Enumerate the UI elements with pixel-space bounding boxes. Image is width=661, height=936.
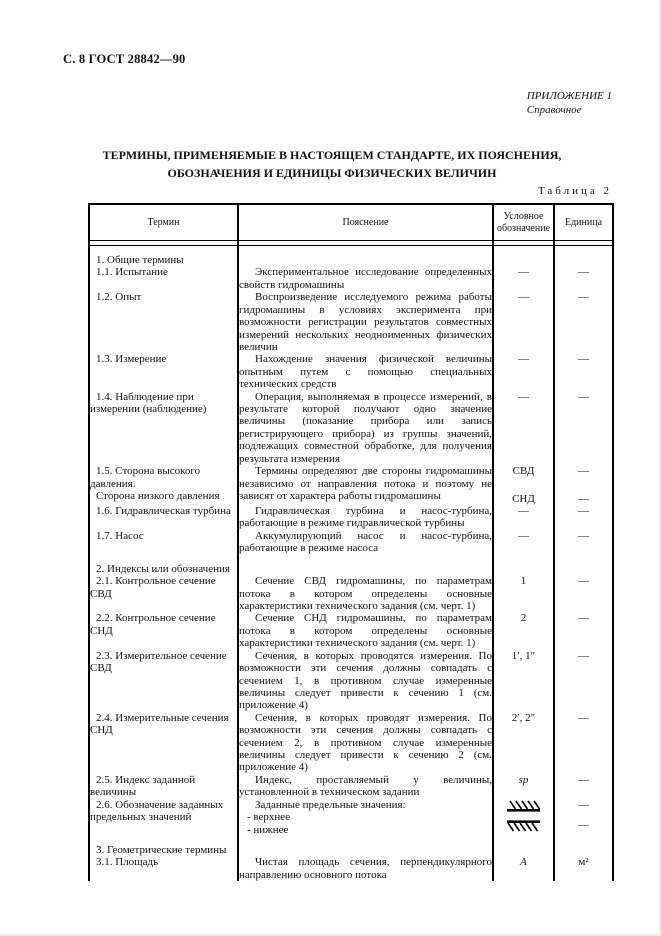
explanation: Сечение СНД гидромашины, по параметрам потока в котором определены основные характеристики технического задания (см. черт. 1) bbox=[239, 612, 492, 650]
term: 1.7. Насос bbox=[96, 529, 144, 542]
unit: — bbox=[554, 505, 613, 530]
header-unit: Единица bbox=[554, 204, 613, 241]
table-row bbox=[89, 465, 613, 505]
unit: — bbox=[554, 291, 613, 353]
unit: — bbox=[554, 774, 613, 799]
table-row bbox=[89, 505, 613, 530]
symbol: — bbox=[493, 530, 554, 555]
table-row bbox=[89, 836, 613, 856]
explanation: Сечения, в которых проводят измерения. По возможности эти сечения должны совпадать с сечением 2, в противном случае измеренные величины следует привести к сечению 2 (см. приложение 4) bbox=[239, 711, 492, 774]
explanation: Нахождение значения физической величины опытным путем с помощью специальных технических средств bbox=[239, 353, 492, 391]
terms-table bbox=[88, 203, 614, 881]
table-row bbox=[89, 774, 613, 799]
section-title: 2. Индексы или обозначения bbox=[96, 562, 230, 575]
table-row bbox=[89, 266, 613, 291]
table-row bbox=[89, 799, 613, 836]
table-row bbox=[89, 650, 613, 712]
explanation: Экспериментальное исследование определенных свойств гидромашины bbox=[239, 266, 492, 291]
symbol: 2′, 2″ bbox=[493, 712, 554, 774]
explanation: Гидравлическая турбина и насос-турбина, работающие в режиме гидравлической турбины bbox=[239, 505, 492, 530]
explanation: Воспроизведение исследуемого режима работы гидромашины в условиях эксперимента при возможности регистрации результатов совместных измерений нескольких неодноименных физических величин bbox=[239, 291, 492, 353]
term: 2.6. Обозначение заданных предельных значений bbox=[90, 798, 224, 824]
table-row bbox=[89, 712, 613, 774]
unit: — bbox=[554, 650, 613, 712]
unit: — bbox=[554, 353, 613, 390]
symbol: — bbox=[493, 391, 554, 466]
explanation: Сечение СВД гидромашины, по параметрам потока в котором определены основные характеристики технического задания (см. черт. 1) bbox=[239, 575, 492, 612]
unit: м² bbox=[554, 856, 613, 881]
term: 2.1. Контрольное сечение СВД bbox=[90, 575, 216, 600]
term: 2.3. Измерительное сечение СВД bbox=[90, 649, 227, 675]
table-row bbox=[89, 291, 613, 353]
section-title: 1. Общие термины bbox=[96, 254, 184, 266]
symbol: — bbox=[493, 353, 554, 390]
lower-limit-hatch-icon bbox=[506, 819, 542, 832]
symbol: 1′, 1″ bbox=[493, 650, 554, 712]
header-term: Термин bbox=[89, 204, 238, 241]
section-title: 3. Геометрические термины bbox=[96, 843, 227, 856]
symbol: СВД bbox=[512, 465, 535, 478]
symbol: sp bbox=[518, 773, 529, 786]
header-symbol: Условное обозначение bbox=[493, 204, 554, 241]
table-row bbox=[89, 391, 613, 466]
upper-limit-hatch-icon bbox=[506, 800, 542, 813]
table-row bbox=[89, 612, 613, 649]
page-header: С. 8 ГОСТ 28842—90 bbox=[63, 52, 186, 66]
term: 1.4. Наблюдение при измерении (наблюдение) bbox=[90, 390, 207, 416]
term: 1.2. Опыт bbox=[96, 291, 142, 304]
explanation-item: - нижнее bbox=[247, 823, 289, 836]
term: 2.4. Измерительные сечения СНД bbox=[90, 711, 229, 737]
unit: — bbox=[578, 492, 589, 505]
explanation-item: - верхнее bbox=[247, 811, 291, 824]
symbol: A bbox=[520, 856, 527, 869]
explanation: Чистая площадь сечения, перпендикулярного направлению основного потока bbox=[239, 856, 492, 881]
unit: — bbox=[554, 266, 613, 291]
table-row bbox=[89, 575, 613, 612]
appendix-label bbox=[527, 90, 612, 118]
page-title-line2: ОБОЗНАЧЕНИЯ И ЕДИНИЦЫ ФИЗИЧЕСКИХ ВЕЛИЧИН bbox=[167, 166, 497, 180]
term: 1.5. Сторона высокого давления. bbox=[90, 465, 201, 490]
term: 2.5. Индекс заданной величины bbox=[90, 773, 196, 799]
table-row bbox=[89, 530, 613, 555]
explanation: Сечения, в которых проводятся измерения. По возможности эти сечения должны совпадать с сечением 1, в противном случае измеренные величины следует привести к сечению 1 (см. приложение 4) bbox=[239, 649, 492, 712]
table-header-row bbox=[89, 204, 613, 241]
unit: — bbox=[554, 391, 613, 466]
term: 3.1. Площадь bbox=[96, 856, 159, 869]
symbol: — bbox=[493, 505, 554, 530]
table-caption: Таблица 2 bbox=[537, 185, 612, 197]
explanation: Аккумулирующий насос и насос-турбина, работающие в режиме насоса bbox=[239, 529, 492, 555]
explanation: Индекс, проставляемый у величины, установленной в техническом задании bbox=[239, 773, 492, 799]
symbol: 1 bbox=[493, 575, 554, 612]
page-title-line1: ТЕРМИНЫ, ПРИМЕНЯЕМЫЕ В НАСТОЯЩЕМ СТАНДАРТЕ, ИХ ПОЯСНЕНИЯ, bbox=[102, 148, 562, 162]
term: 2.2. Контрольное сечение СНД bbox=[90, 612, 216, 637]
unit: — bbox=[554, 575, 613, 612]
table-row bbox=[89, 555, 613, 575]
explanation: Операция, выполняемая в процессе измерений, в результате которой получают одно значение величины (показание прибора или запись регистрирующего прибора) из группы значений, подлежащих совместной обработке, для получения результата измерения bbox=[239, 390, 492, 465]
symbol: — bbox=[493, 291, 554, 353]
unit: — bbox=[578, 465, 589, 478]
explanation: Термины определяют две стороны гидромашины независимо от направления потока и поэтому не зависят от характера работы гидромашины bbox=[239, 465, 492, 503]
unit: — bbox=[578, 798, 589, 811]
unit: — bbox=[554, 612, 613, 649]
unit: — bbox=[554, 712, 613, 774]
term: 1.3. Измерение bbox=[96, 353, 167, 366]
unit: — bbox=[578, 819, 589, 832]
term: 1.6. Гидравлическая турбина bbox=[96, 505, 231, 518]
table-row bbox=[89, 353, 613, 390]
page-title bbox=[70, 146, 594, 182]
explanation: Заданные предельные значения: bbox=[255, 798, 406, 811]
term: 1.1. Испытание bbox=[96, 266, 168, 279]
appendix-line2: Справочное bbox=[526, 103, 582, 116]
symbol: 2 bbox=[493, 612, 554, 649]
symbol: СНД bbox=[512, 492, 535, 505]
unit: — bbox=[554, 530, 613, 555]
symbol: — bbox=[493, 266, 554, 291]
header-explanation: Пояснение bbox=[238, 204, 493, 241]
term: Сторона низкого давления bbox=[96, 490, 220, 503]
table-row bbox=[89, 856, 613, 881]
table-row bbox=[89, 246, 613, 267]
appendix-line1: ПРИЛОЖЕНИЕ 1 bbox=[526, 90, 612, 102]
